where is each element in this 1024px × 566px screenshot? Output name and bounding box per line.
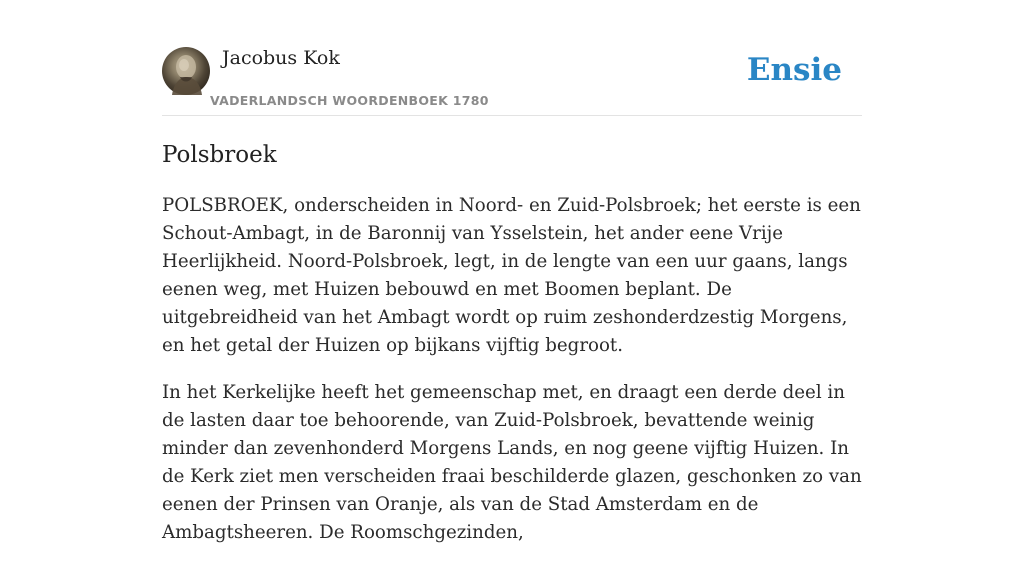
author-name[interactable]: Jacobus Kok: [222, 47, 340, 69]
source-label[interactable]: VADERLANDSCH WOORDENBOEK 1780: [210, 93, 489, 108]
paragraph: POLSBROEK, onderscheiden in Noord- en Zuid-Polsbroek; het eerste is een Schout-Ambagt, in de Baronnij van Ysselstein, het ander eene Vrije Heerlijkheid. Noord-Polsbroek, legt, in de lengte van een uur gaans, langs eenen weg, met Huizen bebouwd en met Boomen beplant. De uitgebreidheid van het Ambagt wordt op ruim zeshonderdzestig Morgens, en het getal der Huizen op bijkans vijftig begroot.: [162, 195, 861, 356]
article-title: Polsbroek: [162, 142, 277, 168]
article-body: [162, 192, 862, 566]
author-avatar[interactable]: [162, 47, 210, 95]
paragraph: In het Kerkelijke heeft het gemeenschap met, en draagt een derde deel in de lasten daar toe behoorende, van Zuid-Polsbroek, bevattende weinig minder dan zevenhonderd Morgens Lands, en nog geene vijftig Huizen. In de Kerk ziet men verscheiden fraai beschilderde glazen, geschonken zo van eenen der Prinsen van Oranje, als van de Stad Amsterdam en de Ambagtsheeren. De Roomschgezinden,: [162, 382, 862, 543]
brand-logo[interactable]: Ensie: [746, 52, 842, 88]
article-header: [162, 46, 862, 116]
portrait-icon: [162, 47, 210, 95]
